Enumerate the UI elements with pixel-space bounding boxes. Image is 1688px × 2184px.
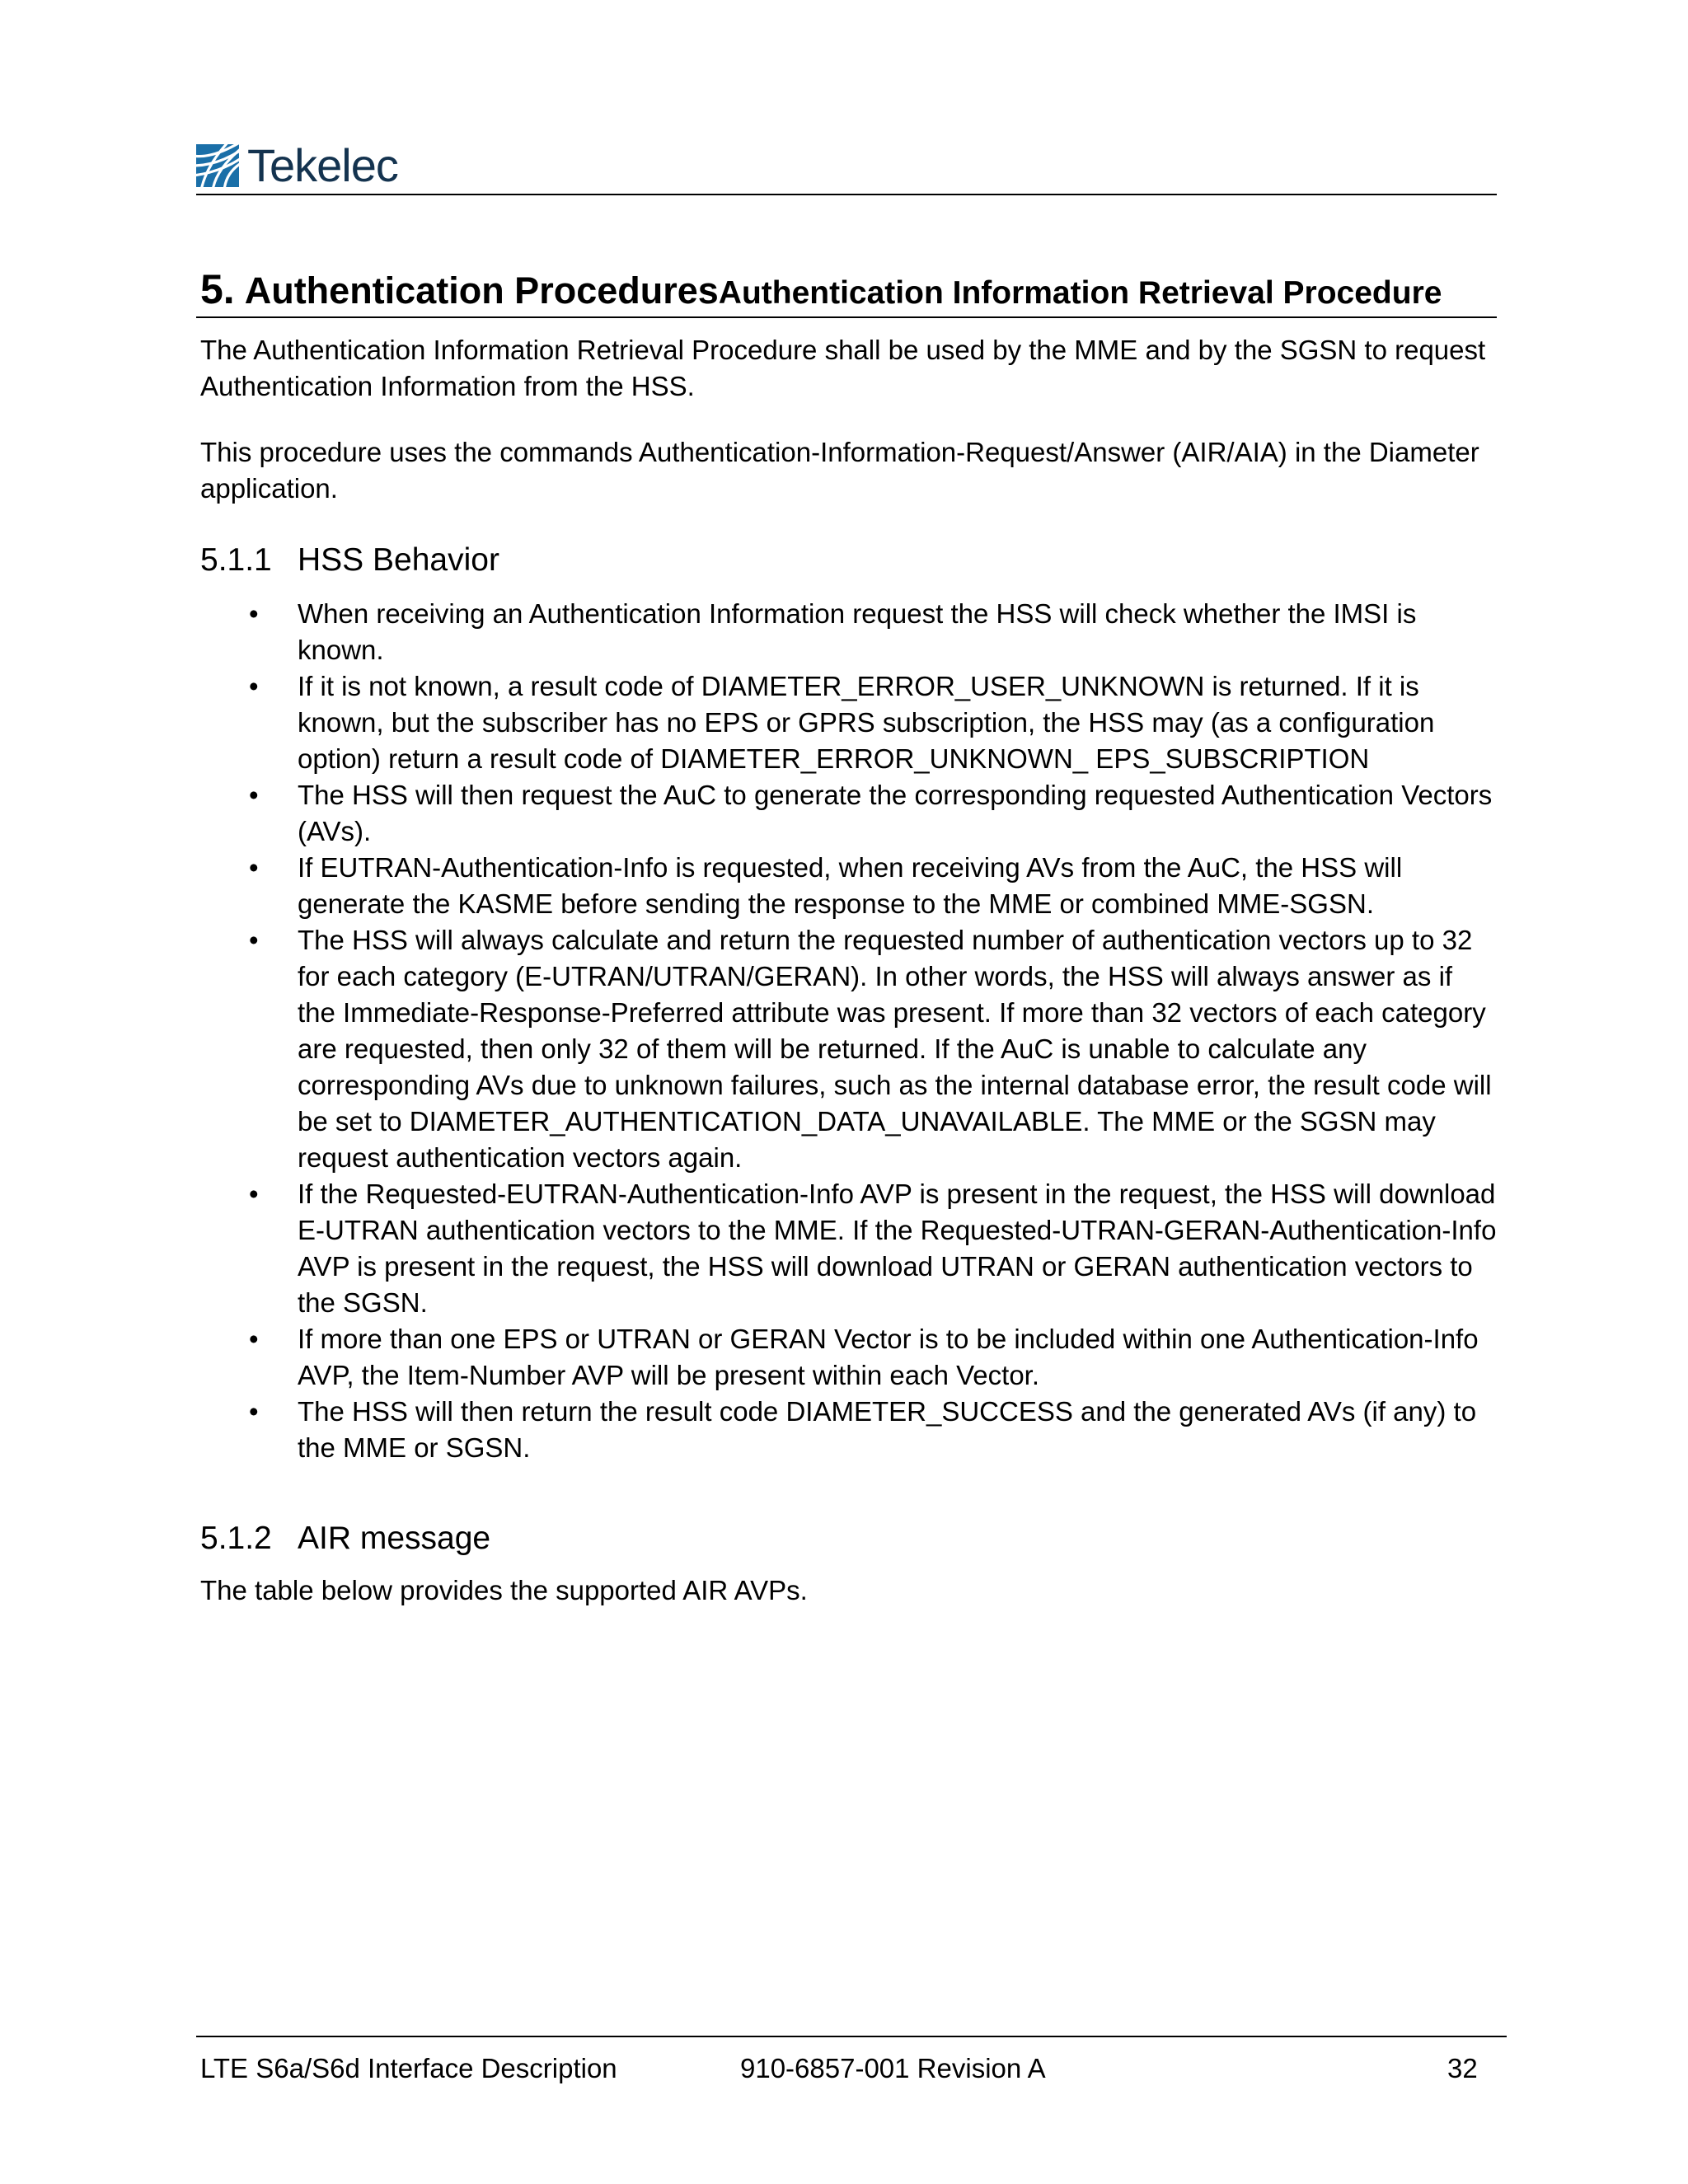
list-item-text: When receiving an Authentication Information request the HSS will check whether the IMSI is known. [298, 598, 1417, 665]
list-item-text: The HSS will then return the result code DIAMETER_SUCCESS and the generated AVs (if any) to the MME or SGSN. [298, 1396, 1477, 1463]
list-item-text: If the Requested-EUTRAN-Authentication-Info AVP is present in the request, the HSS will download E-UTRAN authentication vectors to the MME. If the Requested-UTRAN-GERAN-Authentication-Info AVP is present in the request, the HSS will download UTRAN or GERAN authentication vectors to the SGSN. [298, 1179, 1497, 1318]
chapter-number: 5. [200, 266, 235, 312]
footer-document-number: 910-6857-001 Revision A [740, 2053, 1046, 2083]
section-number: 5.1.2 [200, 1521, 272, 1556]
bullet-icon: • [249, 852, 259, 883]
bullet-icon: • [249, 925, 259, 955]
list-item [200, 922, 1497, 1176]
bullet-icon: • [249, 1179, 259, 1209]
tekelec-logo [196, 139, 398, 191]
section-number: 5.1.1 [200, 542, 272, 578]
chapter-divider [196, 316, 1497, 318]
list-item [200, 1176, 1497, 1321]
list-item-text: The HSS will then request the AuC to generate the corresponding requested Authentication Vectors (AVs). [298, 780, 1493, 846]
footer-page-number: 32 [1447, 2053, 1478, 2083]
bullet-icon: • [249, 671, 259, 701]
tekelec-logo-icon [196, 144, 239, 187]
chapter-subtitle: Authentication Information Retrieval Procedure [718, 275, 1442, 311]
hss-behavior-list [200, 596, 1497, 1466]
page-header [196, 139, 1497, 196]
intro-paragraph-2: This procedure uses the commands Authentication-Information-Request/Answer (AIR/AIA) in the Diameter application. [200, 437, 1479, 504]
list-item [200, 596, 1497, 668]
list-item [200, 1321, 1497, 1394]
bullet-icon: • [249, 1324, 259, 1354]
list-item-text: If more than one EPS or UTRAN or GERAN Vector is to be included within one Authentication-Info AVP, the Item-Number AVP will be present within each Vector. [298, 1324, 1479, 1390]
list-item-text: If it is not known, a result code of DIAMETER_ERROR_USER_UNKNOWN is returned. If it is known, but the subscriber has no EPS or GPRS subscription, the HSS may (as a configuration option) return a result code of DIAMETER_ERROR_UNKNOWN_ EPS_SUBSCRIPTION [298, 671, 1435, 774]
list-item-text: The HSS will always calculate and return the requested number of authentication vectors up to 32 for each category (E-UTRAN/UTRAN/GERAN). In other words, the HSS will always answer as if the Immediate-Response-Preferred attribute was present. If more than 32 vectors of each category are requested, then only 32 of them will be returned. If the AuC is unable to calculate any corresponding AVs due to unknown failures, such as the internal database error, the result code will be set to DIAMETER_AUTHENTICATION_DATA_UNAVAILABLE. The MME or the SGSN may request authentication vectors again. [298, 925, 1492, 1173]
bullet-icon: • [249, 598, 259, 629]
air-message-paragraph: The table below provides the supported AIR AVPs. [200, 1575, 808, 1605]
footer-document-title: LTE S6a/S6d Interface Description [200, 2053, 617, 2083]
list-item [200, 668, 1497, 777]
section-heading-air-message [200, 1519, 490, 1558]
header-divider [196, 194, 1497, 195]
intro-paragraph-1: The Authentication Information Retrieval Procedure shall be used by the MME and by the SGSN to request Authentication Information from the HSS. [200, 335, 1486, 401]
section-title: AIR message [298, 1521, 491, 1556]
section-title: HSS Behavior [298, 542, 499, 578]
logo-wordmark: Tekelec [247, 139, 398, 191]
chapter-title: Authentication Procedures [244, 269, 719, 312]
footer-divider [196, 2036, 1507, 2037]
bullet-icon: • [249, 780, 259, 810]
bullet-icon: • [249, 1396, 259, 1427]
list-item [200, 850, 1497, 922]
section-heading-hss-behavior [200, 541, 499, 580]
list-item [200, 1394, 1497, 1466]
list-item [200, 777, 1497, 850]
list-item-text: If EUTRAN-Authentication-Info is requested, when receiving AVs from the AuC, the HSS will generate the KASME before sending the response to the MME or combined MME-SGSN. [298, 852, 1403, 919]
chapter-heading [200, 265, 1497, 318]
